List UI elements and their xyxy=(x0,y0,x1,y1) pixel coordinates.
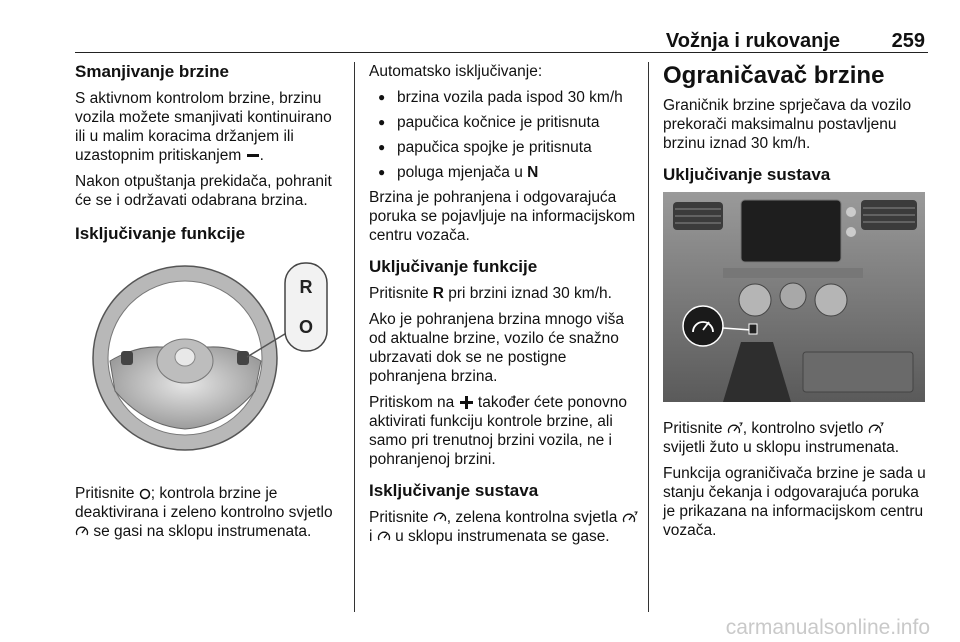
steering-wheel-figure xyxy=(75,251,345,466)
paragraph: Funkcija ograničivača brzine je sada u stanju čekanja i odgovarajuća poruka je prikazana na informacijskom centru vozača. xyxy=(663,465,926,539)
column-divider-2 xyxy=(648,62,649,612)
paragraph: Brzina je pohranjena i odgovarajuća poruka se pojavljuje na informacijskom centru vozača. xyxy=(369,189,636,244)
text: se gasi na sklopu instrumenata. xyxy=(93,523,312,540)
cruise-control-icon xyxy=(75,525,89,538)
paragraph: Graničnik brzine sprječava da vozilo prekorači maksimalnu postavljenu brzinu iznad 30 km/h. xyxy=(663,97,912,152)
heading-iskljucivanje-sustava: Isključivanje sustava xyxy=(369,481,539,500)
minus-icon xyxy=(246,151,260,161)
key-r: R xyxy=(432,285,444,302)
plus-icon xyxy=(459,395,474,410)
cruise-control-icon xyxy=(377,530,391,543)
paragraph: Ako je pohranjena brzina mnogo viša od aktualne brzine, vozilo će snažno ubrzavati dok se ne postigne pohranjena brzina. xyxy=(369,311,625,385)
text: S aktivnom kontrolom brzine, brzinu vozila možete smanjivati kontinuirano ili u malim koracima držanjem ili uzastopnim pritiskanjem xyxy=(75,90,332,164)
page-number: 259 xyxy=(891,30,925,52)
speed-limiter-icon xyxy=(727,422,743,436)
heading-ukljucivanje-sustava: Uključivanje sustava xyxy=(663,165,831,184)
heading-smanjivanje-brzine: Smanjivanje brzine xyxy=(75,62,229,81)
dashboard-illustration xyxy=(663,192,925,402)
list-item: ● papučica spojke je pritisnuta xyxy=(369,138,639,157)
text: , kontrolno svjetlo xyxy=(742,420,864,437)
text: u sklopu instrumenata se gase. xyxy=(395,528,610,545)
heading-iskljucivanje-funkcije: Isključivanje funkcije xyxy=(75,224,246,243)
paragraph xyxy=(75,89,345,165)
text: . xyxy=(259,147,264,164)
paragraph: Automatsko isključivanje: xyxy=(369,63,543,80)
column-right xyxy=(663,62,928,547)
text: ; kontrola brzine je deaktivirana i zeleno kontrolno svjetlo xyxy=(75,485,333,521)
cruise-control-icon xyxy=(433,511,447,524)
column-divider-1 xyxy=(354,62,355,612)
text: Pritiskom na xyxy=(369,394,455,411)
paragraph xyxy=(369,508,639,546)
paragraph xyxy=(663,419,928,457)
list-item: ● brzina vozila pada ispod 30 km/h xyxy=(369,88,639,107)
page-header-title: Vožnja i rukovanje xyxy=(665,30,840,52)
switch-label-r: R xyxy=(299,277,313,297)
paragraph xyxy=(75,484,345,541)
text: Pritisnite xyxy=(369,509,429,526)
header-rule xyxy=(75,52,928,53)
text: Pritisnite xyxy=(75,485,135,502)
paragraph: Nakon otpuštanja prekidača, pohranit će se i održavati odabrana brzina. xyxy=(75,173,332,209)
bullet-list xyxy=(369,88,639,182)
column-middle xyxy=(369,62,639,553)
speed-limiter-icon xyxy=(868,422,884,436)
text: također ćete ponovno aktivirati funkciju kontrole brzine, ali samo pri trenutnoj brzini vozila, ne i pohranjenoj brzini. xyxy=(369,394,627,468)
text: pri brzini iznad 30 km/h. xyxy=(448,285,612,302)
heading-ukljucivanje-funkcije: Uključivanje funkcije xyxy=(369,257,538,276)
paragraph xyxy=(369,393,639,469)
speed-limiter-icon xyxy=(622,511,638,525)
text: Pritisnite xyxy=(369,285,429,302)
watermark: carmanualsonline.info xyxy=(725,616,930,639)
steering-wheel-illustration xyxy=(75,251,345,461)
paragraph xyxy=(369,284,639,303)
switch-label-o: O xyxy=(298,317,314,337)
key-n: N xyxy=(527,164,539,181)
dashboard-photo-figure xyxy=(663,192,928,407)
column-left xyxy=(75,62,345,548)
section-title-ogranicavac: Ograničavač brzine xyxy=(663,62,885,89)
text: poluga mjenjača u xyxy=(397,164,523,181)
text: Pritisnite xyxy=(663,420,723,437)
circle-o-icon xyxy=(139,488,151,500)
text: svijetli žuto u sklopu instrumenata. xyxy=(663,439,900,456)
list-item xyxy=(369,163,639,182)
text: i xyxy=(369,528,373,545)
list-item: ● papučica kočnice je pritisnuta xyxy=(369,113,639,132)
text: , zelena kontrolna svjetla xyxy=(446,509,618,526)
